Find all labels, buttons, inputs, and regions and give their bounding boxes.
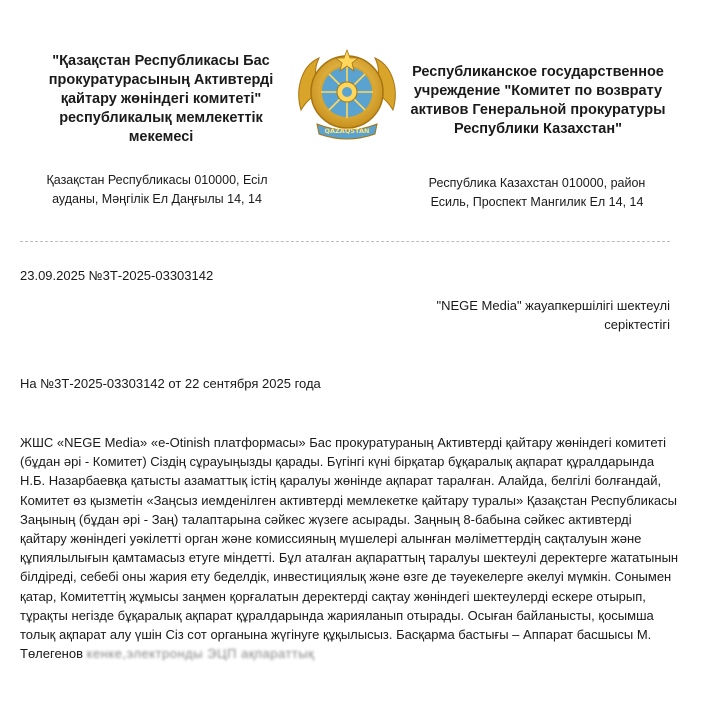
emblem-caption: QAZAQSTAN — [324, 127, 370, 135]
reference-line: На №3Т-2025-03303142 от 22 сентября 2025 года — [20, 376, 321, 391]
left-org-name: "Қазақстан Республикасы Бас прокуратурасының Активтерді қайтару жөніндегі комитеті" республикалық мемлекеттік мекемесі — [48, 53, 274, 145]
letter-body — [20, 433, 680, 663]
right-org-address: Республика Казахстан 010000, район Есиль, Проспект Мангилик Ел 14, 14 — [428, 176, 646, 209]
blurred-signature: кенке,электронды ЭЦП ақпараттық — [86, 646, 315, 662]
header-divider — [20, 241, 670, 242]
letterhead — [0, 0, 708, 230]
right-org-name: Республиканское государственное учреждение "Комитет по возврату активов Генеральной прокуратуры Республики Казахстан" — [410, 64, 666, 137]
state-emblem — [293, 40, 401, 148]
letter-body-text: ЖШС «NEGE Media» «e-Otinish платформасы» Бас прокуратураның Активтерді қайтару жөніндегі комитеті (бұдан әрі - Комитет) Сіздің сұрауыңызды қарады. Бүгінгі күні бірқатар бұқаралық ақпарат құралдарында Н.Б. Назарбаевқа қатысты азаматтық істің қаралуы жөнінде ақпарат таралған. Алайда, белгілі болғандай, Комитет өз қызметін «Заңсыз иемденілген активтерді мемлекетке қайтару туралы» Қазақстан Республикасы Заңының (бұдан әрі - Заң) талаптарына сәйкес жүзеге асырады. Заңның 8-бабына сәйкес активтерді қайтару жөніндегі уәкілетті орган және комиссияның мүшелері алынған мәліметтердің сақталуын және құпиялылығын қамтамасыз етуге міндетті. Бұл аталған ақпараттың таралуы шектеулі деректерге жататынын білдіреді, себебі оны жария ету беделдік, инвестициялық және өзге де тәуекелерге әкелуі мүмкін. Сонымен қатар, Комитеттің жұмысы заңмен қорғалатын деректерді сақтау жөніндегі шектеулерді ескере отырып, тұрақты негізде бұқаралық ақпарат құралдарында жарияланып отырады. Осыған байланысты, қосымша толық ақпарат алу үшін Сіз сот органына жүгінуге құқылысыз. Басқарма бастығы – Аппарат басшысы М. Төлегенов — [20, 435, 679, 662]
registration-date-number: 23.09.2025 №3Т-2025-03303142 — [20, 268, 214, 283]
left-org-address: Қазақстан Республикасы 010000, Есіл ауданы, Мәңгілік Ел Даңғылы 14, 14 — [46, 173, 268, 206]
recipient-name: "NEGE Media" жауапкершілігі шектеулі серіктестігі — [436, 298, 670, 332]
